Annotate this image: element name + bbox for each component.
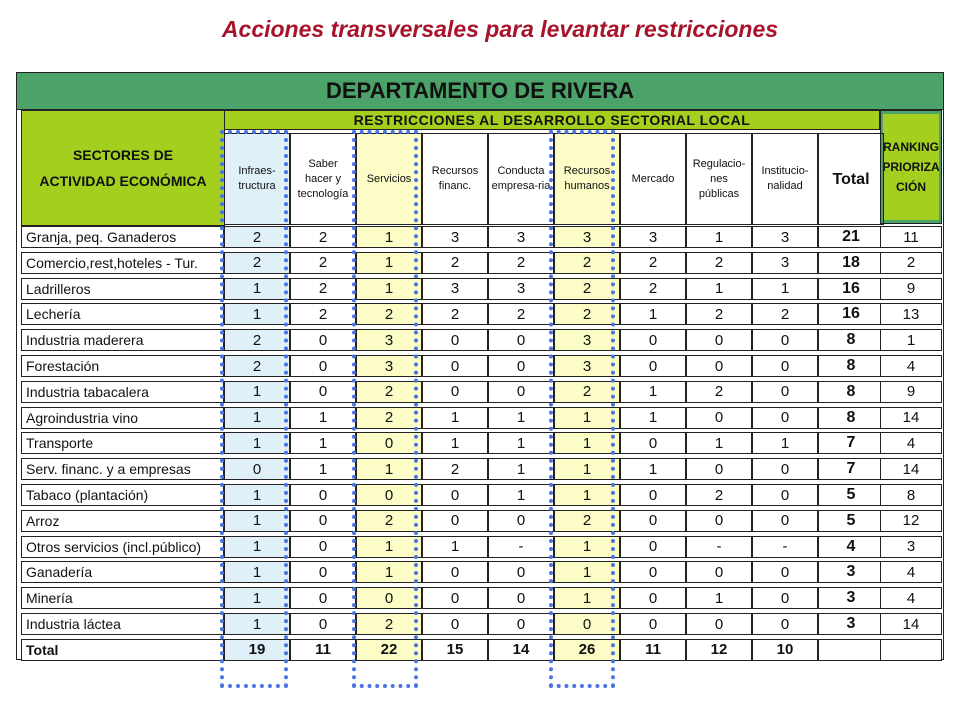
column-header-line: Recursos (563, 165, 611, 177)
value-cell: 0 (686, 329, 752, 351)
column-header-line: tecnología (297, 187, 349, 200)
value-cell: 0 (488, 613, 554, 635)
value-cell: 1 (752, 432, 818, 454)
value-cell: 3 (422, 226, 488, 248)
total-value-cell: 10 (752, 639, 818, 661)
value-cell: 0 (686, 510, 752, 532)
value-cell: 1 (356, 561, 422, 583)
sector-name: Otros servicios (incl.público) (21, 536, 224, 558)
value-cell: - (752, 536, 818, 558)
value-cell: 1 (356, 278, 422, 300)
value-cell: 16 (818, 303, 884, 325)
value-cell: 3 (620, 226, 686, 248)
total-value-cell: 14 (488, 639, 554, 661)
value-cell: 0 (224, 458, 290, 480)
ranking-cell: 4 (880, 587, 942, 609)
value-cell: 0 (290, 510, 356, 532)
ranking-header-line: RANKING (883, 140, 939, 154)
value-cell: 18 (818, 252, 884, 274)
value-cell: 0 (290, 484, 356, 506)
ranking-cell: 2 (880, 252, 942, 274)
column-header-saber-hacer (290, 133, 356, 225)
total-value-cell: 19 (224, 639, 290, 661)
value-cell: 0 (686, 407, 752, 429)
value-cell: 3 (554, 355, 620, 377)
ranking-header-line: PRIORIZA (882, 160, 940, 174)
value-cell: 0 (422, 587, 488, 609)
value-cell: 1 (224, 484, 290, 506)
column-header-line: empresa-ria (491, 180, 551, 192)
value-cell: 1 (356, 226, 422, 248)
value-cell: 3 (752, 252, 818, 274)
value-cell: 2 (290, 252, 356, 274)
value-cell: 2 (224, 329, 290, 351)
value-cell: 3 (356, 355, 422, 377)
priority-table (16, 72, 944, 660)
value-cell: 16 (818, 278, 884, 300)
value-cell: 7 (818, 432, 884, 454)
value-cell: 1 (224, 407, 290, 429)
value-cell: 2 (554, 278, 620, 300)
column-header-line: nes (710, 172, 728, 185)
sector-name: Industria tabacalera (21, 381, 224, 403)
value-cell: 2 (224, 355, 290, 377)
value-cell: 0 (686, 613, 752, 635)
value-cell: 5 (818, 484, 884, 506)
value-cell: 0 (620, 329, 686, 351)
value-cell: 1 (620, 381, 686, 403)
value-cell: 2 (356, 613, 422, 635)
total-value-cell: 11 (620, 639, 686, 661)
value-cell: 1 (620, 303, 686, 325)
total-label: Total (21, 639, 224, 661)
column-header-line: Infraes- (238, 165, 276, 177)
value-cell: 1 (620, 407, 686, 429)
sector-name: Arroz (21, 510, 224, 532)
sector-name: Industria láctea (21, 613, 224, 635)
value-cell: 1 (488, 407, 554, 429)
ranking-cell: 12 (880, 510, 942, 532)
ranking-cell: 14 (880, 613, 942, 635)
value-cell: 0 (752, 510, 818, 532)
total-ranking-cell (880, 639, 942, 661)
value-cell: 2 (752, 303, 818, 325)
value-cell: 1 (554, 484, 620, 506)
value-cell: 0 (752, 484, 818, 506)
column-header-line: públicas (698, 187, 740, 200)
value-cell: 0 (422, 381, 488, 403)
value-cell: 1 (224, 510, 290, 532)
value-cell: 2 (224, 226, 290, 248)
value-cell: 3 (488, 226, 554, 248)
value-cell: 1 (290, 432, 356, 454)
value-cell: 2 (488, 303, 554, 325)
value-cell: 1 (686, 432, 752, 454)
value-cell: 2 (686, 381, 752, 403)
value-cell: 0 (752, 329, 818, 351)
value-cell: 2 (422, 458, 488, 480)
value-cell: 1 (554, 407, 620, 429)
ranking-cell: 3 (880, 536, 942, 558)
sector-name: Serv. financ. y a empresas (21, 458, 224, 480)
value-cell: 0 (620, 484, 686, 506)
value-cell: 21 (818, 226, 884, 248)
ranking-cell: 1 (880, 329, 942, 351)
column-header-infraestructura (224, 133, 290, 225)
value-cell: 1 (554, 587, 620, 609)
value-cell: 0 (620, 510, 686, 532)
value-cell: 0 (686, 561, 752, 583)
value-cell: 0 (620, 587, 686, 609)
value-cell: 0 (422, 355, 488, 377)
column-header-line: Conducta (497, 165, 545, 177)
column-header-servicios (356, 133, 422, 225)
column-header-line: Regulacio- (692, 157, 746, 170)
value-cell: 3 (422, 278, 488, 300)
value-cell: 2 (224, 252, 290, 274)
value-cell: 2 (290, 226, 356, 248)
column-header-line: Mercado (631, 172, 675, 185)
sector-name: Forestación (21, 355, 224, 377)
total-value-cell: 12 (686, 639, 752, 661)
value-cell: 8 (818, 407, 884, 429)
value-cell: 0 (290, 536, 356, 558)
column-header-institucionalidad (752, 133, 818, 225)
sector-name: Granja, peq. Ganaderos (21, 226, 224, 248)
value-cell: 1 (620, 458, 686, 480)
value-cell: 0 (620, 432, 686, 454)
ranking-cell: 4 (880, 355, 942, 377)
value-cell: 0 (686, 458, 752, 480)
value-cell: 2 (488, 252, 554, 274)
value-cell: 1 (290, 407, 356, 429)
sector-name: Minería (21, 587, 224, 609)
ranking-cell: 8 (880, 484, 942, 506)
value-cell: 0 (752, 381, 818, 403)
value-cell: 3 (818, 613, 884, 635)
value-cell: 1 (356, 458, 422, 480)
value-cell: 1 (224, 432, 290, 454)
value-cell: 0 (290, 613, 356, 635)
value-cell: 0 (422, 561, 488, 583)
ranking-cell: 11 (880, 226, 942, 248)
value-cell: 0 (686, 355, 752, 377)
sector-name: Ganadería (21, 561, 224, 583)
ranking-cell: 13 (880, 303, 942, 325)
value-cell: 0 (752, 458, 818, 480)
value-cell: 2 (554, 381, 620, 403)
value-cell: 7 (818, 458, 884, 480)
column-header-line: financ. (438, 180, 472, 192)
value-cell: 2 (290, 278, 356, 300)
sector-name: Lechería (21, 303, 224, 325)
value-cell: 3 (818, 587, 884, 609)
value-cell: 2 (620, 252, 686, 274)
column-header-conducta-empresarial (488, 133, 554, 225)
column-header-regulaciones (686, 133, 752, 225)
value-cell: 8 (818, 329, 884, 351)
value-cell: 1 (488, 458, 554, 480)
ranking-header (880, 110, 942, 224)
value-cell: 3 (818, 561, 884, 583)
sector-name: Tabaco (plantación) (21, 484, 224, 506)
value-cell: 0 (290, 355, 356, 377)
total-value-cell: 26 (554, 639, 620, 661)
value-cell: 3 (356, 329, 422, 351)
slide-title: Acciones transversales para levantar restricciones (221, 16, 779, 42)
value-cell: 1 (224, 587, 290, 609)
value-cell: 2 (356, 407, 422, 429)
ranking-cell: 14 (880, 458, 942, 480)
ranking-cell: 9 (880, 381, 942, 403)
value-cell: 2 (554, 510, 620, 532)
ranking-cell: 4 (880, 432, 942, 454)
value-cell: 1 (554, 432, 620, 454)
column-header-line: Recursos (431, 165, 479, 177)
value-cell: 1 (488, 484, 554, 506)
value-cell: 1 (554, 561, 620, 583)
sectors-header-line: SECTORES DE (72, 147, 174, 163)
ranking-cell: 9 (880, 278, 942, 300)
total-value-cell: 22 (356, 639, 422, 661)
value-cell: - (488, 536, 554, 558)
value-cell: 0 (488, 329, 554, 351)
value-cell: 1 (224, 303, 290, 325)
value-cell: 1 (686, 587, 752, 609)
column-header-total (818, 133, 884, 225)
column-header-recursos-financ (422, 133, 488, 225)
value-cell: 1 (422, 432, 488, 454)
value-cell: 0 (488, 510, 554, 532)
value-cell: 1 (224, 381, 290, 403)
ranking-header-label (883, 114, 939, 220)
value-cell: 0 (422, 329, 488, 351)
value-cell: 1 (224, 536, 290, 558)
value-cell: 0 (356, 587, 422, 609)
value-cell: 2 (554, 252, 620, 274)
value-cell: 0 (752, 613, 818, 635)
value-cell: 4 (818, 536, 884, 558)
value-cell: 2 (554, 303, 620, 325)
value-cell: 0 (620, 355, 686, 377)
sector-name: Transporte (21, 432, 224, 454)
value-cell: 1 (422, 407, 488, 429)
value-cell: 0 (752, 407, 818, 429)
department-header: DEPARTAMENTO DE RIVERA (17, 73, 943, 110)
column-header-line: Saber (308, 157, 338, 170)
value-cell: 2 (356, 381, 422, 403)
value-cell: 8 (818, 381, 884, 403)
value-cell: 1 (554, 458, 620, 480)
value-cell: - (686, 536, 752, 558)
value-cell: 3 (488, 278, 554, 300)
value-cell: 0 (290, 561, 356, 583)
value-cell: 5 (818, 510, 884, 532)
value-cell: 1 (686, 226, 752, 248)
value-cell: 0 (488, 561, 554, 583)
column-header-line: Total (832, 170, 870, 188)
column-header-line: tructura (238, 180, 276, 192)
column-header-mercado (620, 133, 686, 225)
value-cell: 0 (488, 355, 554, 377)
value-cell: 1 (554, 536, 620, 558)
column-header-line: humanos (564, 180, 610, 192)
value-cell: 0 (422, 484, 488, 506)
column-header-line: hacer y (304, 172, 342, 185)
value-cell: 2 (686, 252, 752, 274)
value-cell: 3 (554, 226, 620, 248)
column-header-line: Servicios (366, 172, 412, 185)
value-cell: 2 (620, 278, 686, 300)
value-cell: 0 (290, 329, 356, 351)
value-cell: 0 (488, 381, 554, 403)
sector-name: Industria maderera (21, 329, 224, 351)
column-header-recursos-humanos (554, 133, 620, 225)
value-cell: 2 (290, 303, 356, 325)
value-cell: 1 (356, 536, 422, 558)
column-header-line: Institucio- (761, 165, 809, 177)
value-cell: 2 (356, 303, 422, 325)
total-value-cell: 15 (422, 639, 488, 661)
total-value-cell (818, 639, 884, 661)
value-cell: 0 (752, 587, 818, 609)
total-value-cell: 11 (290, 639, 356, 661)
value-cell: 0 (488, 587, 554, 609)
value-cell: 0 (422, 510, 488, 532)
value-cell: 0 (290, 587, 356, 609)
sector-name: Ladrilleros (21, 278, 224, 300)
value-cell: 0 (752, 561, 818, 583)
value-cell: 0 (356, 484, 422, 506)
value-cell: 2 (686, 303, 752, 325)
ranking-cell: 14 (880, 407, 942, 429)
value-cell: 0 (356, 432, 422, 454)
value-cell: 1 (224, 561, 290, 583)
value-cell: 0 (620, 561, 686, 583)
value-cell: 0 (422, 613, 488, 635)
value-cell: 1 (290, 458, 356, 480)
restrictions-header: RESTRICCIONES AL DESARROLLO SECTORIAL LOCAL (224, 110, 880, 130)
value-cell: 2 (356, 510, 422, 532)
value-cell: 0 (620, 613, 686, 635)
sectors-header (21, 110, 225, 226)
value-cell: 2 (422, 252, 488, 274)
value-cell: 2 (686, 484, 752, 506)
value-cell: 1 (224, 613, 290, 635)
ranking-header-line: CIÓN (896, 180, 926, 194)
value-cell: 0 (554, 613, 620, 635)
value-cell: 1 (752, 278, 818, 300)
value-cell: 0 (752, 355, 818, 377)
value-cell: 0 (290, 381, 356, 403)
value-cell: 1 (488, 432, 554, 454)
ranking-cell: 4 (880, 561, 942, 583)
sectors-header-line: ACTIVIDAD ECONÓMICA (39, 173, 207, 189)
value-cell: 3 (752, 226, 818, 248)
value-cell: 1 (224, 278, 290, 300)
value-cell: 2 (422, 303, 488, 325)
value-cell: 0 (620, 536, 686, 558)
column-header-line: nalidad (767, 180, 803, 192)
value-cell: 8 (818, 355, 884, 377)
value-cell: 1 (686, 278, 752, 300)
sector-name: Comercio,rest,hoteles - Tur. (21, 252, 224, 274)
value-cell: 1 (356, 252, 422, 274)
value-cell: 3 (554, 329, 620, 351)
value-cell: 1 (422, 536, 488, 558)
sector-name: Agroindustria vino (21, 407, 224, 429)
